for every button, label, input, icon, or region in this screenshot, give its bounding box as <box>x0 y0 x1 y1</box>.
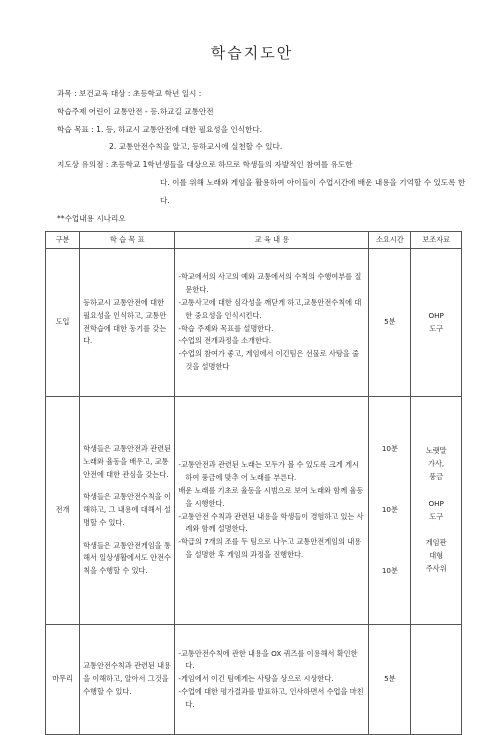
content-line: -수업에 대한 평가결과를 발표하고, 인사하면서 수업을 마친다. <box>178 686 364 709</box>
content-line: -교통안전수칙에 관한 내용을 OX 퀴즈를 이용해서 확인한다. <box>178 648 358 671</box>
info-guide-line-2: 다. 이를 위해 노래와 게임을 활용하여 아이들이 수업시간에 배운 내용을 기억할 수 있도록 한다. <box>160 177 466 205</box>
goal-item: 학생들은 교통안전과 관련된 노래와 율동을 배우고, 교통안전에 대한 관심을 갖는다. <box>83 443 171 479</box>
goal-cell: 교통안전수칙과 관련된 내용을 이해하고, 알아서 그것을 수행할 수 있다. <box>80 625 175 735</box>
table-header-row <box>46 232 462 249</box>
goal-item: 학생들은 교통안전수칙을 이해하고, 그 내용에 대해서 설명할 수 있다. <box>83 492 171 527</box>
content-cell <box>175 625 369 735</box>
info-scenario-heading: **수업내용 시나리오 <box>57 213 126 223</box>
header-goal: 학 습 목 표 <box>80 232 175 249</box>
content-line: -수업의 전개과정을 소개한다. <box>178 336 272 346</box>
content-line: -학교에서의 사고의 예와 교통에서의 수칙의 수행여부를 질문한다. <box>178 272 362 295</box>
header-content: 교 육 내 용 <box>175 232 369 249</box>
time-cell: 5분 <box>369 625 411 735</box>
stage-cell: 마무리 <box>46 625 80 735</box>
time-cell: 5분 <box>369 249 411 397</box>
content-cell <box>175 397 369 625</box>
aid-item: 게임판 대형 주사위 <box>425 538 447 573</box>
goal-cell <box>80 397 175 625</box>
content-line: -게임에서 이긴 팀에게는 사탕을 상으로 시상한다. <box>178 674 334 684</box>
goal-item: 학생들은 교통안전게임을 통해서 일상생활에서도 안전수칙을 수행할 수 있다. <box>83 540 171 576</box>
content-line: -학급의 7개의 조를 두 팀으로 나누고 교통안전게임의 내용을 설명한 후 게임의 과정을 진행한다. <box>178 537 362 559</box>
aid-item: OHP 도구 <box>428 498 444 521</box>
content-line: -학습 주제와 목표를 설명한다. <box>178 323 274 333</box>
page-title: 학습지도안 <box>210 44 294 62</box>
lesson-table <box>45 231 462 735</box>
stage-cell: 도입 <box>46 249 80 397</box>
header-time: 소요시간 <box>369 232 411 249</box>
table-row <box>46 625 462 735</box>
lesson-info <box>57 85 467 227</box>
content-line: 배운 노래를 기초로 율동을 시범으로 보여 노래와 함께 율동을 시행한다. <box>178 485 364 508</box>
table-row <box>46 249 462 397</box>
aid-cell: OHP 도구 <box>411 249 462 397</box>
info-topic-line: 학습주제 어린이 교통안전 - 등.하교길 교통안전 <box>57 106 214 116</box>
stage-cell: 전개 <box>46 397 80 625</box>
content-cell <box>175 249 369 397</box>
aid-cell <box>411 397 462 625</box>
header-stage: 구분 <box>46 232 80 249</box>
header-aid: 보조자료 <box>411 232 462 249</box>
time-item: 10분 <box>381 565 398 575</box>
time-item: 10분 <box>381 444 398 454</box>
info-goal-line-1: 학습 목표 : 1. 등, 하교시 교통안전에 대한 필요성을 인식한다. <box>57 124 263 134</box>
content-line: -교통안전과 관련된 노래는 모두가 볼 수 있도록 크게 게시하여 풍금에 맞추 어 노래를 부른다. <box>178 460 359 483</box>
aid-item: 노랫말 가사, 풍금 <box>425 446 447 481</box>
goal-cell: 등하교시 교통안전에 대한 필요성을 인식하고, 교통안전학습에 대한 동기를 갖는다. <box>80 249 175 397</box>
content-line: -교통사고에 대한 심각성을 깨닫게 하고,교통안전수칙에 대한 중요성을 인식시킨다. <box>178 297 362 320</box>
aid-cell <box>411 625 462 735</box>
content-line: -수업의 참여가 좋고, 게임에서 이긴팀은 선물로 사탕을 줄 것을 설명한다 <box>178 349 359 371</box>
info-goal-line-2: 2. 교통안전수칙을 알고, 등하교시에 실천할 수 있다. <box>109 142 283 152</box>
info-guide-line-1: 지도상 유의점 : 초등학교 1학년생들을 대상으로 하므로 학생들의 자발적인 참여를 유도한 <box>57 160 353 170</box>
time-item: 10분 <box>381 505 398 515</box>
content-line: -교통안전 수칙과 관련된 내용을 학생들이 경험하고 있는 사례와 함께 설명한다. <box>178 511 364 534</box>
info-subject-line: 과목 : 보건교육 대상 : 초등학교 학년 일시 : <box>57 89 202 98</box>
table-row <box>46 397 462 625</box>
time-cell <box>369 397 411 625</box>
